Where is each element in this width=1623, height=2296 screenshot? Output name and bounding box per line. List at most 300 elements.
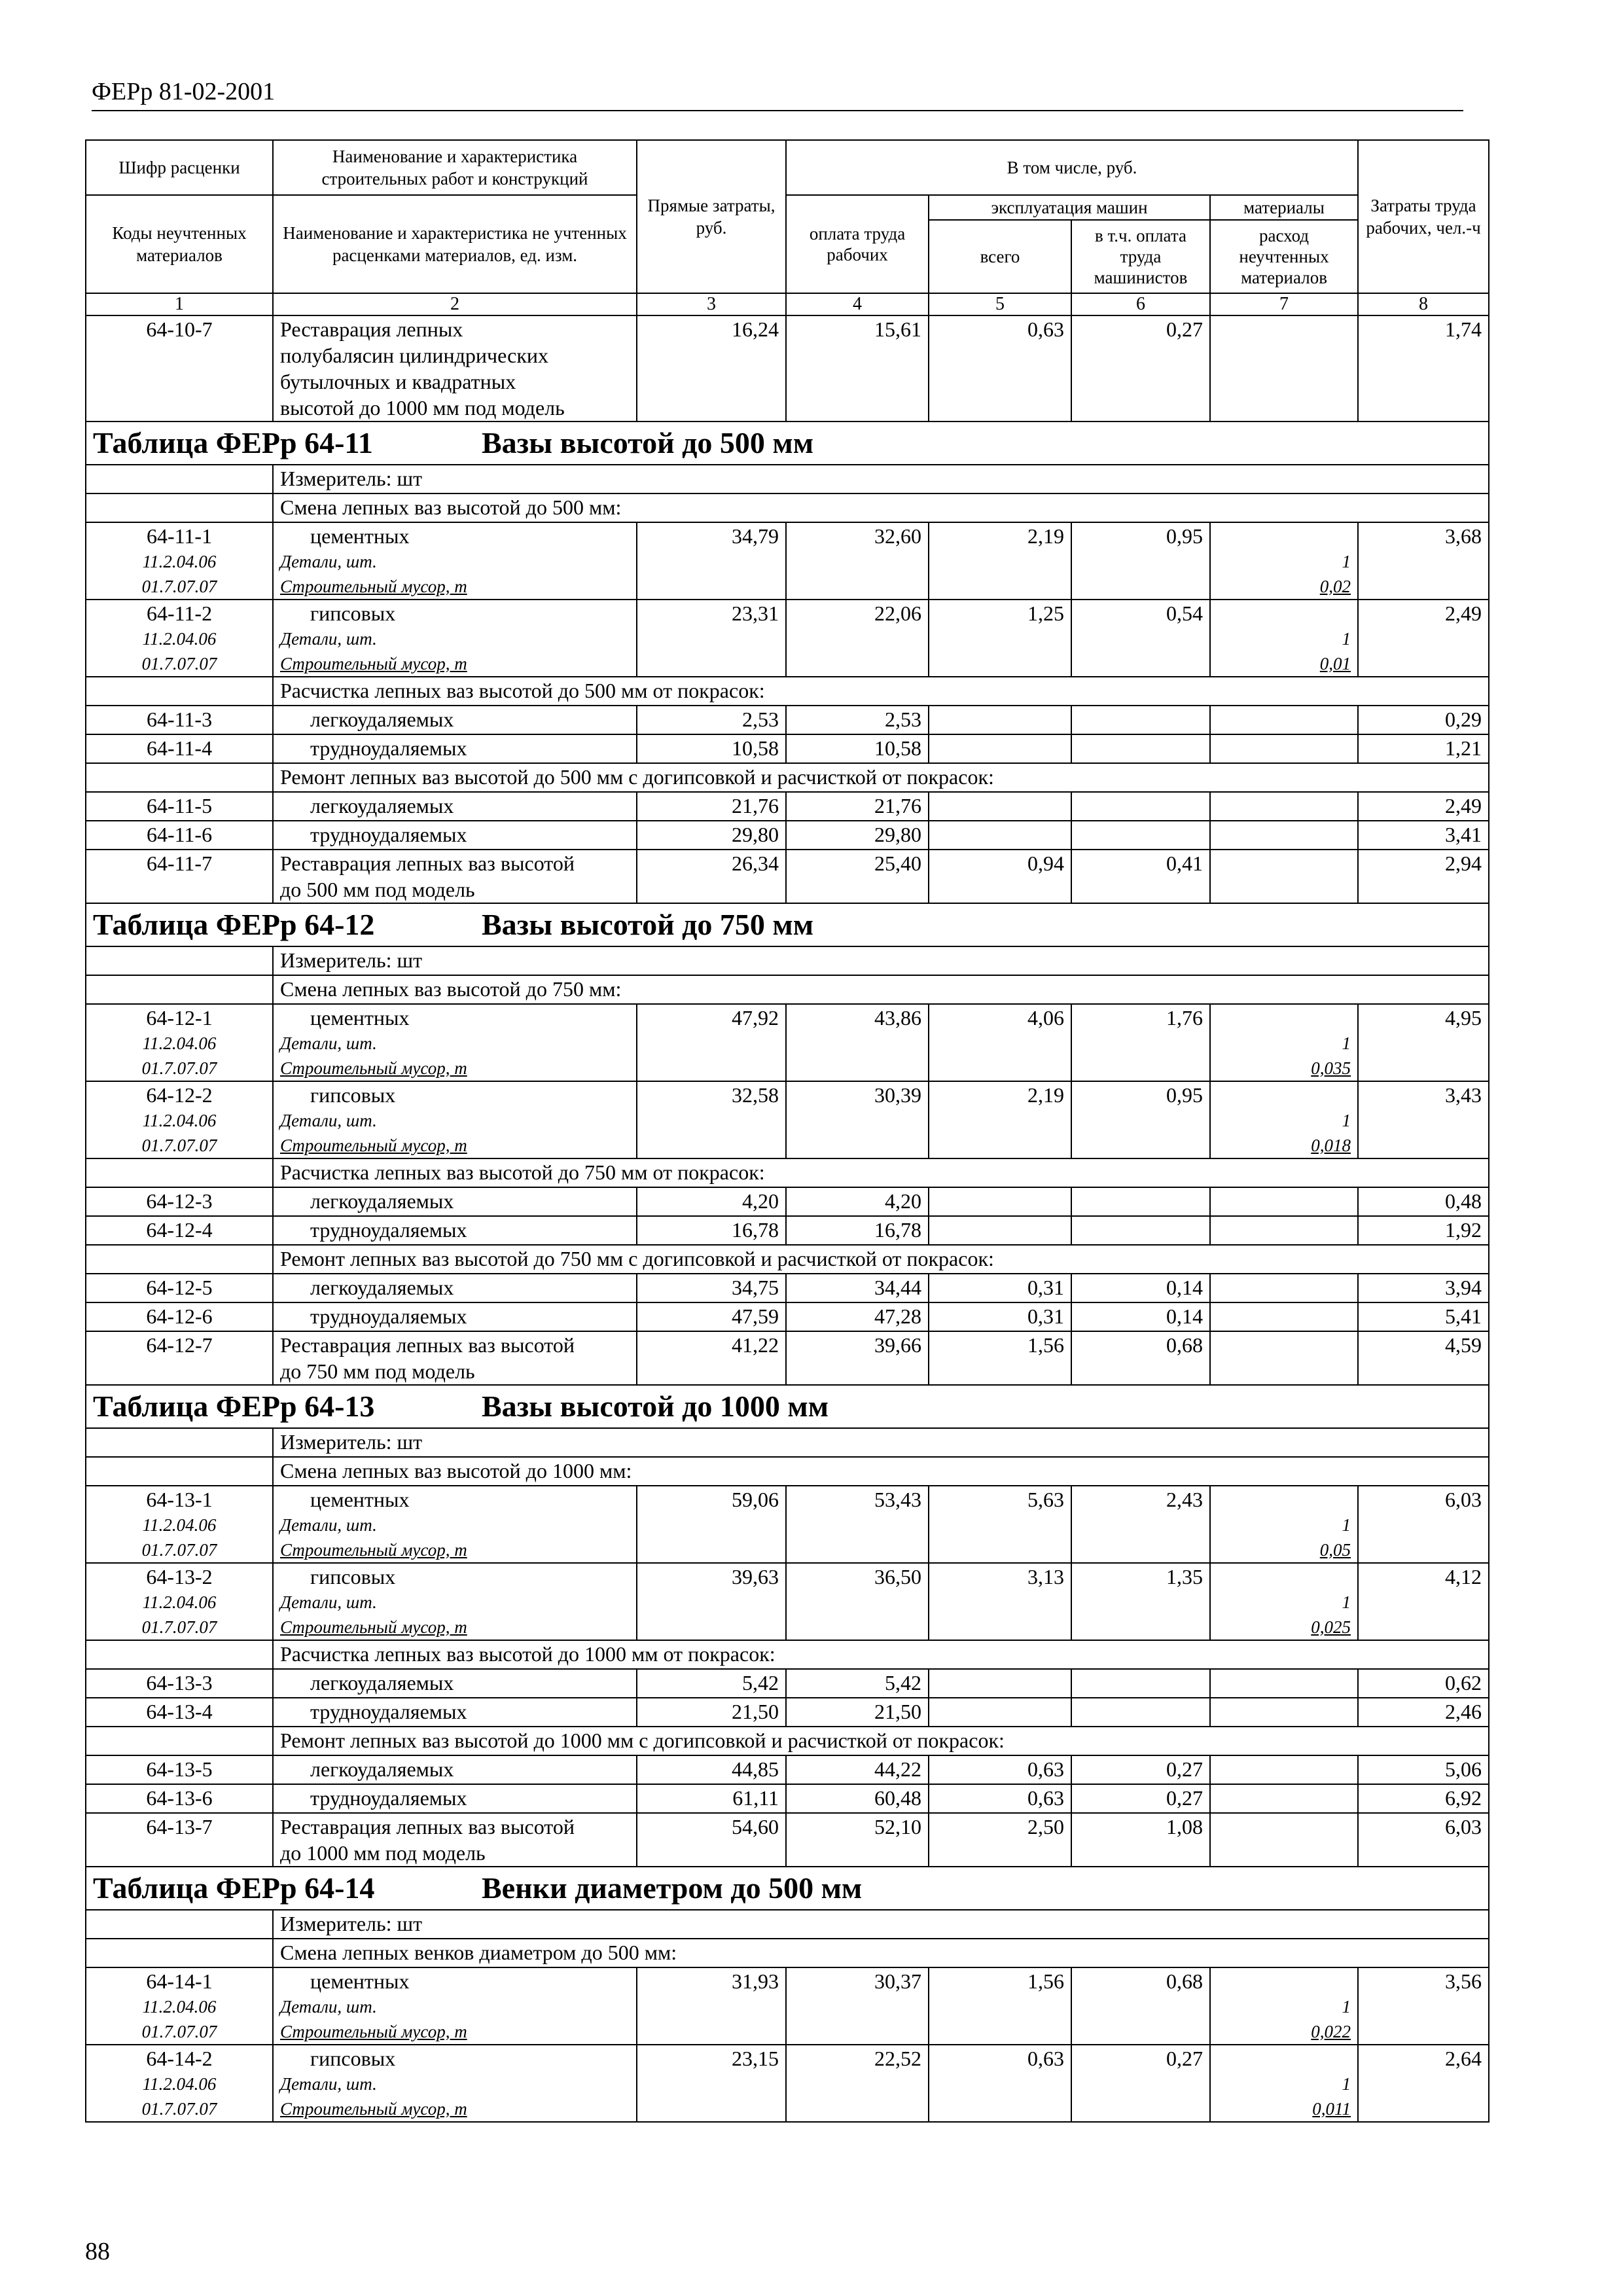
- labor-pay: 21,50: [786, 1698, 929, 1727]
- table-title: [86, 422, 1489, 465]
- table-name: Венки диаметром до 500 мм: [482, 1871, 863, 1905]
- table-row: [86, 1081, 1489, 1158]
- machine-labor-pay: 2,43: [1071, 1486, 1210, 1563]
- unit-row: [86, 946, 1489, 975]
- rate-code: 64-12-5: [86, 1274, 273, 1302]
- machine-labor-pay: [1071, 1216, 1210, 1245]
- materials-cell: [1210, 2045, 1358, 2122]
- material-qty: 0,02: [1319, 577, 1351, 596]
- machine-labor-pay: 0,68: [1071, 1967, 1210, 2045]
- material-name: Детали, шт.: [280, 1033, 377, 1053]
- material-code: 01.7.07.07: [141, 1136, 217, 1155]
- table-name: Вазы высотой до 1000 мм: [482, 1390, 829, 1423]
- code-cell: [86, 600, 273, 677]
- table-row: [86, 1274, 1489, 1302]
- materials-cell: [1210, 1563, 1358, 1640]
- group-row: [86, 975, 1489, 1004]
- group-title: Смена лепных ваз высотой до 500 мм:: [273, 493, 1489, 522]
- machine-labor-pay: 0,27: [1071, 1784, 1210, 1813]
- group-row: [86, 763, 1489, 792]
- labor-hours: 3,56: [1358, 1967, 1489, 2045]
- direct-cost: 10,58: [637, 734, 786, 763]
- material-qty: 1: [1342, 2074, 1351, 2094]
- group-title: Смена лепных ваз высотой до 1000 мм:: [273, 1457, 1489, 1486]
- name-line: цементных: [310, 1006, 410, 1030]
- material-name: Строительный мусор, т: [280, 1540, 467, 1560]
- work-name: легкоудаляемых: [273, 1274, 637, 1302]
- rate-code: 64-12-1: [146, 1006, 213, 1030]
- machine-cost: 3,13: [929, 1563, 1071, 1640]
- labor-pay: 53,43: [786, 1486, 929, 1563]
- empty-cell: [86, 1939, 273, 1967]
- material-qty: 0,018: [1311, 1136, 1351, 1155]
- labor-pay: 15,61: [786, 315, 929, 422]
- work-name: легкоудаляемых: [273, 1669, 637, 1698]
- materials-cell: [1210, 1813, 1358, 1867]
- rate-code: 64-13-4: [86, 1698, 273, 1727]
- work-name: трудноудаляемых: [273, 1784, 637, 1813]
- direct-cost: 2,53: [637, 706, 786, 734]
- material-code: 01.7.07.07: [141, 654, 217, 673]
- work-name: [273, 2045, 637, 2122]
- name-line: цементных: [310, 524, 410, 548]
- table-row: [86, 706, 1489, 734]
- direct-cost: 44,85: [637, 1755, 786, 1784]
- materials-cell: [1210, 792, 1358, 821]
- table-title-row: [86, 1385, 1489, 1428]
- rate-code: 64-11-2: [146, 601, 213, 625]
- group-row: [86, 1457, 1489, 1486]
- table-row: [86, 1486, 1489, 1563]
- unit-row: [86, 1428, 1489, 1457]
- direct-cost: 34,79: [637, 522, 786, 600]
- machine-labor-pay: [1071, 1669, 1210, 1698]
- work-name: [273, 1563, 637, 1640]
- direct-cost: 31,93: [637, 1967, 786, 2045]
- material-code: 11.2.04.06: [142, 1997, 217, 2017]
- table-code: Таблица ФЕРр 64-12: [93, 908, 375, 941]
- labor-pay: 5,42: [786, 1669, 929, 1698]
- labor-hours: 1,74: [1358, 315, 1489, 422]
- material-name: Строительный мусор, т: [280, 1617, 467, 1637]
- material-name: Детали, шт.: [280, 1515, 377, 1535]
- material-code: 01.7.07.07: [141, 1617, 217, 1637]
- materials-cell: [1210, 1274, 1358, 1302]
- machine-labor-pay: 0,14: [1071, 1302, 1210, 1331]
- labor-hours: 5,06: [1358, 1755, 1489, 1784]
- direct-cost: 47,59: [637, 1302, 786, 1331]
- table-row: [86, 850, 1489, 903]
- name-line: гипсовых: [310, 1083, 396, 1107]
- work-name: [273, 522, 637, 600]
- material-name: Детали, шт.: [280, 1592, 377, 1612]
- empty-cell: [86, 1245, 273, 1274]
- name-line: бутылочных и квадратных: [280, 370, 516, 393]
- table-row: [86, 1216, 1489, 1245]
- table-title-row: [86, 422, 1489, 465]
- material-code: 11.2.04.06: [142, 1033, 217, 1053]
- direct-cost: 26,34: [637, 850, 786, 903]
- machine-cost: [929, 821, 1071, 850]
- direct-cost: 16,78: [637, 1216, 786, 1245]
- col-machines-labor: в т.ч. оплата труда машинистов: [1071, 220, 1210, 293]
- material-name: Детали, шт.: [280, 2074, 377, 2094]
- col-code-bottom: Коды неучтенных материалов: [86, 195, 273, 293]
- machine-labor-pay: 1,35: [1071, 1563, 1210, 1640]
- work-name: трудноудаляемых: [273, 1302, 637, 1331]
- material-qty: 0,035: [1311, 1058, 1351, 1078]
- rate-code: 64-13-2: [146, 1565, 213, 1588]
- machine-labor-pay: 0,27: [1071, 2045, 1210, 2122]
- materials-cell: [1210, 1187, 1358, 1216]
- name-line: Реставрация лепных ваз высотой: [280, 1815, 575, 1839]
- table-row: [86, 2045, 1489, 2122]
- labor-pay: 22,52: [786, 2045, 929, 2122]
- machine-cost: 0,63: [929, 315, 1071, 422]
- labor-hours: 3,43: [1358, 1081, 1489, 1158]
- document-header: ФЕРр 81-02-2001: [92, 78, 276, 105]
- material-code: 01.7.07.07: [141, 1540, 217, 1560]
- rate-code: 64-12-7: [86, 1331, 273, 1385]
- col-name-bottom: Наименование и характеристика не учтенных расценками материалов, ед. изм.: [273, 195, 637, 293]
- direct-cost: 39,63: [637, 1563, 786, 1640]
- materials-cell: [1210, 1486, 1358, 1563]
- machine-cost: 0,31: [929, 1302, 1071, 1331]
- table-row: [86, 1784, 1489, 1813]
- labor-pay: 22,06: [786, 600, 929, 677]
- code-cell: [86, 2045, 273, 2122]
- table-code: Таблица ФЕРр 64-14: [93, 1871, 375, 1905]
- group-title: Расчистка лепных ваз высотой до 500 мм от покрасок:: [273, 677, 1489, 706]
- material-code: 11.2.04.06: [142, 629, 217, 649]
- machine-labor-pay: 1,76: [1071, 1004, 1210, 1081]
- rate-code: 64-13-1: [146, 1488, 213, 1511]
- group-title: Ремонт лепных ваз высотой до 750 мм с догипсовкой и расчисткой от покрасок:: [273, 1245, 1489, 1274]
- labor-hours: 2,49: [1358, 600, 1489, 677]
- material-qty: 1: [1342, 1111, 1351, 1130]
- group-title: Ремонт лепных ваз высотой до 1000 мм с догипсовкой и расчисткой от покрасок:: [273, 1727, 1489, 1755]
- group-row: [86, 1939, 1489, 1967]
- name-line: цементных: [310, 1488, 410, 1511]
- materials-cell: [1210, 850, 1358, 903]
- rate-code: 64-13-3: [86, 1669, 273, 1698]
- machine-labor-pay: 1,08: [1071, 1813, 1210, 1867]
- material-name: Детали, шт.: [280, 1997, 377, 2017]
- col-machines: эксплуатация машин: [929, 195, 1210, 220]
- material-name: Строительный мусор, т: [280, 2022, 467, 2041]
- machine-labor-pay: 0,95: [1071, 1081, 1210, 1158]
- name-line: до 750 мм под модель: [280, 1359, 475, 1383]
- material-qty: 1: [1342, 1515, 1351, 1535]
- col-number: 7: [1210, 293, 1358, 315]
- rate-code: 64-13-7: [86, 1813, 273, 1867]
- labor-hours: 0,29: [1358, 706, 1489, 734]
- material-code: 01.7.07.07: [141, 2022, 217, 2041]
- table-title: [86, 1385, 1489, 1428]
- labor-pay: 16,78: [786, 1216, 929, 1245]
- name-line: Реставрация лепных: [280, 317, 463, 341]
- rate-code: 64-11-1: [146, 524, 213, 548]
- machine-cost: 2,19: [929, 1081, 1071, 1158]
- work-name: [273, 1967, 637, 2045]
- machine-cost: 1,56: [929, 1967, 1071, 2045]
- labor-pay: 21,76: [786, 792, 929, 821]
- materials-cell: [1210, 706, 1358, 734]
- labor-pay: 39,66: [786, 1331, 929, 1385]
- unit-label: Измеритель: шт: [273, 1428, 1489, 1457]
- code-cell: [86, 1081, 273, 1158]
- work-name: трудноудаляемых: [273, 821, 637, 850]
- material-name: Детали, шт.: [280, 629, 377, 649]
- table-name: Вазы высотой до 750 мм: [482, 908, 814, 941]
- material-code: 11.2.04.06: [142, 1592, 217, 1612]
- rate-code: 64-10-7: [86, 315, 273, 422]
- col-number: 4: [786, 293, 929, 315]
- unit-label: Измеритель: шт: [273, 946, 1489, 975]
- page-number: 88: [85, 2238, 110, 2265]
- col-machines-total: всего: [929, 220, 1071, 293]
- name-line: гипсовых: [310, 1565, 396, 1588]
- name-line: цементных: [310, 1969, 410, 1993]
- materials-cell: [1210, 1755, 1358, 1784]
- table-code: Таблица ФЕРр 64-11: [93, 426, 373, 459]
- labor-pay: 4,20: [786, 1187, 929, 1216]
- rate-code: 64-14-2: [146, 2047, 213, 2070]
- code-cell: [86, 1563, 273, 1640]
- direct-cost: 4,20: [637, 1187, 786, 1216]
- machine-labor-pay: 0,14: [1071, 1274, 1210, 1302]
- empty-cell: [86, 465, 273, 493]
- material-name: Строительный мусор, т: [280, 2099, 467, 2119]
- rate-code: 64-11-4: [86, 734, 273, 763]
- machine-cost: [929, 1216, 1071, 1245]
- work-name: трудноудаляемых: [273, 1216, 637, 1245]
- material-name: Строительный мусор, т: [280, 654, 467, 673]
- group-title: Ремонт лепных ваз высотой до 500 мм с догипсовкой и расчисткой от покрасок:: [273, 763, 1489, 792]
- materials-cell: [1210, 1698, 1358, 1727]
- table-row: [86, 1967, 1489, 2045]
- table-title-row: [86, 1867, 1489, 1910]
- labor-pay: 25,40: [786, 850, 929, 903]
- col-number: 1: [86, 293, 273, 315]
- machine-cost: [929, 1669, 1071, 1698]
- col-name-top: Наименование и характеристика строительных работ и конструкций: [273, 140, 637, 195]
- material-code: 11.2.04.06: [142, 552, 217, 571]
- rate-code: 64-14-1: [146, 1969, 213, 1993]
- machine-cost: 1,25: [929, 600, 1071, 677]
- table-row: [86, 600, 1489, 677]
- labor-pay: 52,10: [786, 1813, 929, 1867]
- table-title: [86, 903, 1489, 946]
- group-row: [86, 677, 1489, 706]
- direct-cost: 16,24: [637, 315, 786, 422]
- materials-cell: [1210, 1004, 1358, 1081]
- empty-cell: [86, 677, 273, 706]
- col-incl: В том числе, руб.: [786, 140, 1358, 195]
- machine-cost: 0,63: [929, 1755, 1071, 1784]
- rate-code: 64-12-4: [86, 1216, 273, 1245]
- table-row: [86, 1004, 1489, 1081]
- labor-pay: 30,37: [786, 1967, 929, 2045]
- rate-code: 64-12-3: [86, 1187, 273, 1216]
- col-number: 8: [1358, 293, 1489, 315]
- direct-cost: 54,60: [637, 1813, 786, 1867]
- machine-cost: 0,31: [929, 1274, 1071, 1302]
- direct-cost: 21,76: [637, 792, 786, 821]
- material-name: Строительный мусор, т: [280, 1136, 467, 1155]
- group-row: [86, 1727, 1489, 1755]
- name-line: Реставрация лепных ваз высотой: [280, 1333, 575, 1357]
- material-qty: 1: [1342, 1592, 1351, 1612]
- group-title: Смена лепных ваз высотой до 750 мм:: [273, 975, 1489, 1004]
- unit-row: [86, 465, 1489, 493]
- table-row: [86, 522, 1489, 600]
- direct-cost: 21,50: [637, 1698, 786, 1727]
- labor-pay: 10,58: [786, 734, 929, 763]
- code-cell: [86, 1486, 273, 1563]
- header-row-1: [86, 140, 1489, 195]
- materials-cell: [1210, 1081, 1358, 1158]
- name-line: высотой до 1000 мм под модель: [280, 396, 565, 420]
- material-qty: 0,011: [1312, 2099, 1351, 2119]
- empty-cell: [86, 1428, 273, 1457]
- direct-cost: 59,06: [637, 1486, 786, 1563]
- rate-code: 64-13-6: [86, 1784, 273, 1813]
- col-materials: материалы: [1210, 195, 1358, 220]
- work-name: [273, 600, 637, 677]
- material-code: 11.2.04.06: [142, 1515, 217, 1535]
- labor-hours: 4,59: [1358, 1331, 1489, 1385]
- group-title: Расчистка лепных ваз высотой до 1000 мм от покрасок:: [273, 1640, 1489, 1669]
- materials-cell: [1210, 315, 1358, 422]
- table-row: [86, 1331, 1489, 1385]
- labor-pay: 29,80: [786, 821, 929, 850]
- labor-hours: 5,41: [1358, 1302, 1489, 1331]
- col-direct: Прямые затраты, руб.: [637, 140, 786, 293]
- col-materials-sub: расход неучтенных материалов: [1210, 220, 1358, 293]
- material-name: Детали, шт.: [280, 552, 377, 571]
- col-number: 3: [637, 293, 786, 315]
- table-row: [86, 792, 1489, 821]
- labor-hours: 3,94: [1358, 1274, 1489, 1302]
- machine-labor-pay: [1071, 706, 1210, 734]
- machine-cost: 0,94: [929, 850, 1071, 903]
- group-row: [86, 1640, 1489, 1669]
- labor-hours: 2,49: [1358, 792, 1489, 821]
- machine-cost: 0,63: [929, 1784, 1071, 1813]
- labor-pay: 44,22: [786, 1755, 929, 1784]
- material-qty: 1: [1342, 552, 1351, 571]
- group-title: Расчистка лепных ваз высотой до 750 мм от покрасок:: [273, 1158, 1489, 1187]
- empty-cell: [86, 493, 273, 522]
- col-code-top: Шифр расценки: [86, 140, 273, 195]
- machine-labor-pay: 0,27: [1071, 1755, 1210, 1784]
- table-code: Таблица ФЕРр 64-13: [93, 1390, 375, 1423]
- empty-cell: [86, 1910, 273, 1939]
- materials-cell: [1210, 1302, 1358, 1331]
- work-name: трудноудаляемых: [273, 1698, 637, 1727]
- work-name: трудноудаляемых: [273, 734, 637, 763]
- name-line: гипсовых: [310, 2047, 396, 2070]
- group-title: Смена лепных венков диаметром до 500 мм:: [273, 1939, 1489, 1967]
- machine-labor-pay: 0,27: [1071, 315, 1210, 422]
- labor-pay: 47,28: [786, 1302, 929, 1331]
- machine-labor-pay: 0,95: [1071, 522, 1210, 600]
- machine-labor-pay: [1071, 821, 1210, 850]
- material-qty: 0,025: [1311, 1617, 1351, 1637]
- unit-label: Измеритель: шт: [273, 465, 1489, 493]
- col-number: 6: [1071, 293, 1210, 315]
- material-code: 01.7.07.07: [141, 2099, 217, 2119]
- rate-code: 64-13-5: [86, 1755, 273, 1784]
- table-row: [86, 1698, 1489, 1727]
- work-name: легкоудаляемых: [273, 792, 637, 821]
- machine-cost: 2,19: [929, 522, 1071, 600]
- column-numbers-row: [86, 293, 1489, 315]
- labor-hours: 3,41: [1358, 821, 1489, 850]
- work-name: легкоудаляемых: [273, 1187, 637, 1216]
- materials-cell: [1210, 1331, 1358, 1385]
- group-row: [86, 1245, 1489, 1274]
- machine-labor-pay: 0,68: [1071, 1331, 1210, 1385]
- rate-code: 64-11-7: [86, 850, 273, 903]
- labor-hours: 0,62: [1358, 1669, 1489, 1698]
- direct-cost: 5,42: [637, 1669, 786, 1698]
- work-name: [273, 315, 637, 422]
- direct-cost: 29,80: [637, 821, 786, 850]
- labor-hours: 2,94: [1358, 850, 1489, 903]
- direct-cost: 23,31: [637, 600, 786, 677]
- machine-cost: [929, 1187, 1071, 1216]
- materials-cell: [1210, 1967, 1358, 2045]
- table-row: [86, 1563, 1489, 1640]
- materials-cell: [1210, 1216, 1358, 1245]
- work-name: [273, 1081, 637, 1158]
- labor-hours: 1,92: [1358, 1216, 1489, 1245]
- direct-cost: 32,58: [637, 1081, 786, 1158]
- header-rule: [92, 110, 1463, 111]
- empty-cell: [86, 1457, 273, 1486]
- col-number: 5: [929, 293, 1071, 315]
- labor-pay: 60,48: [786, 1784, 929, 1813]
- table-title: [86, 1867, 1489, 1910]
- labor-hours: 6,03: [1358, 1486, 1489, 1563]
- material-qty: 1: [1342, 1997, 1351, 2017]
- table-row: [86, 1302, 1489, 1331]
- labor-pay: 36,50: [786, 1563, 929, 1640]
- work-name: легкоудаляемых: [273, 1755, 637, 1784]
- materials-cell: [1210, 1669, 1358, 1698]
- material-name: Строительный мусор, т: [280, 1058, 467, 1078]
- rate-code: 64-11-5: [86, 792, 273, 821]
- labor-hours: 2,46: [1358, 1698, 1489, 1727]
- material-qty: 1: [1342, 1033, 1351, 1053]
- name-line: Реставрация лепных ваз высотой: [280, 852, 575, 875]
- rate-code: 64-12-6: [86, 1302, 273, 1331]
- machine-labor-pay: 0,54: [1071, 600, 1210, 677]
- machine-cost: [929, 792, 1071, 821]
- machine-cost: 1,56: [929, 1331, 1071, 1385]
- machine-labor-pay: 0,41: [1071, 850, 1210, 903]
- labor-pay: 43,86: [786, 1004, 929, 1081]
- machine-labor-pay: [1071, 1698, 1210, 1727]
- machine-cost: 4,06: [929, 1004, 1071, 1081]
- materials-cell: [1210, 734, 1358, 763]
- group-row: [86, 493, 1489, 522]
- material-qty: 0,01: [1319, 654, 1351, 673]
- name-line: до 500 мм под модель: [280, 878, 475, 901]
- work-name: [273, 1004, 637, 1081]
